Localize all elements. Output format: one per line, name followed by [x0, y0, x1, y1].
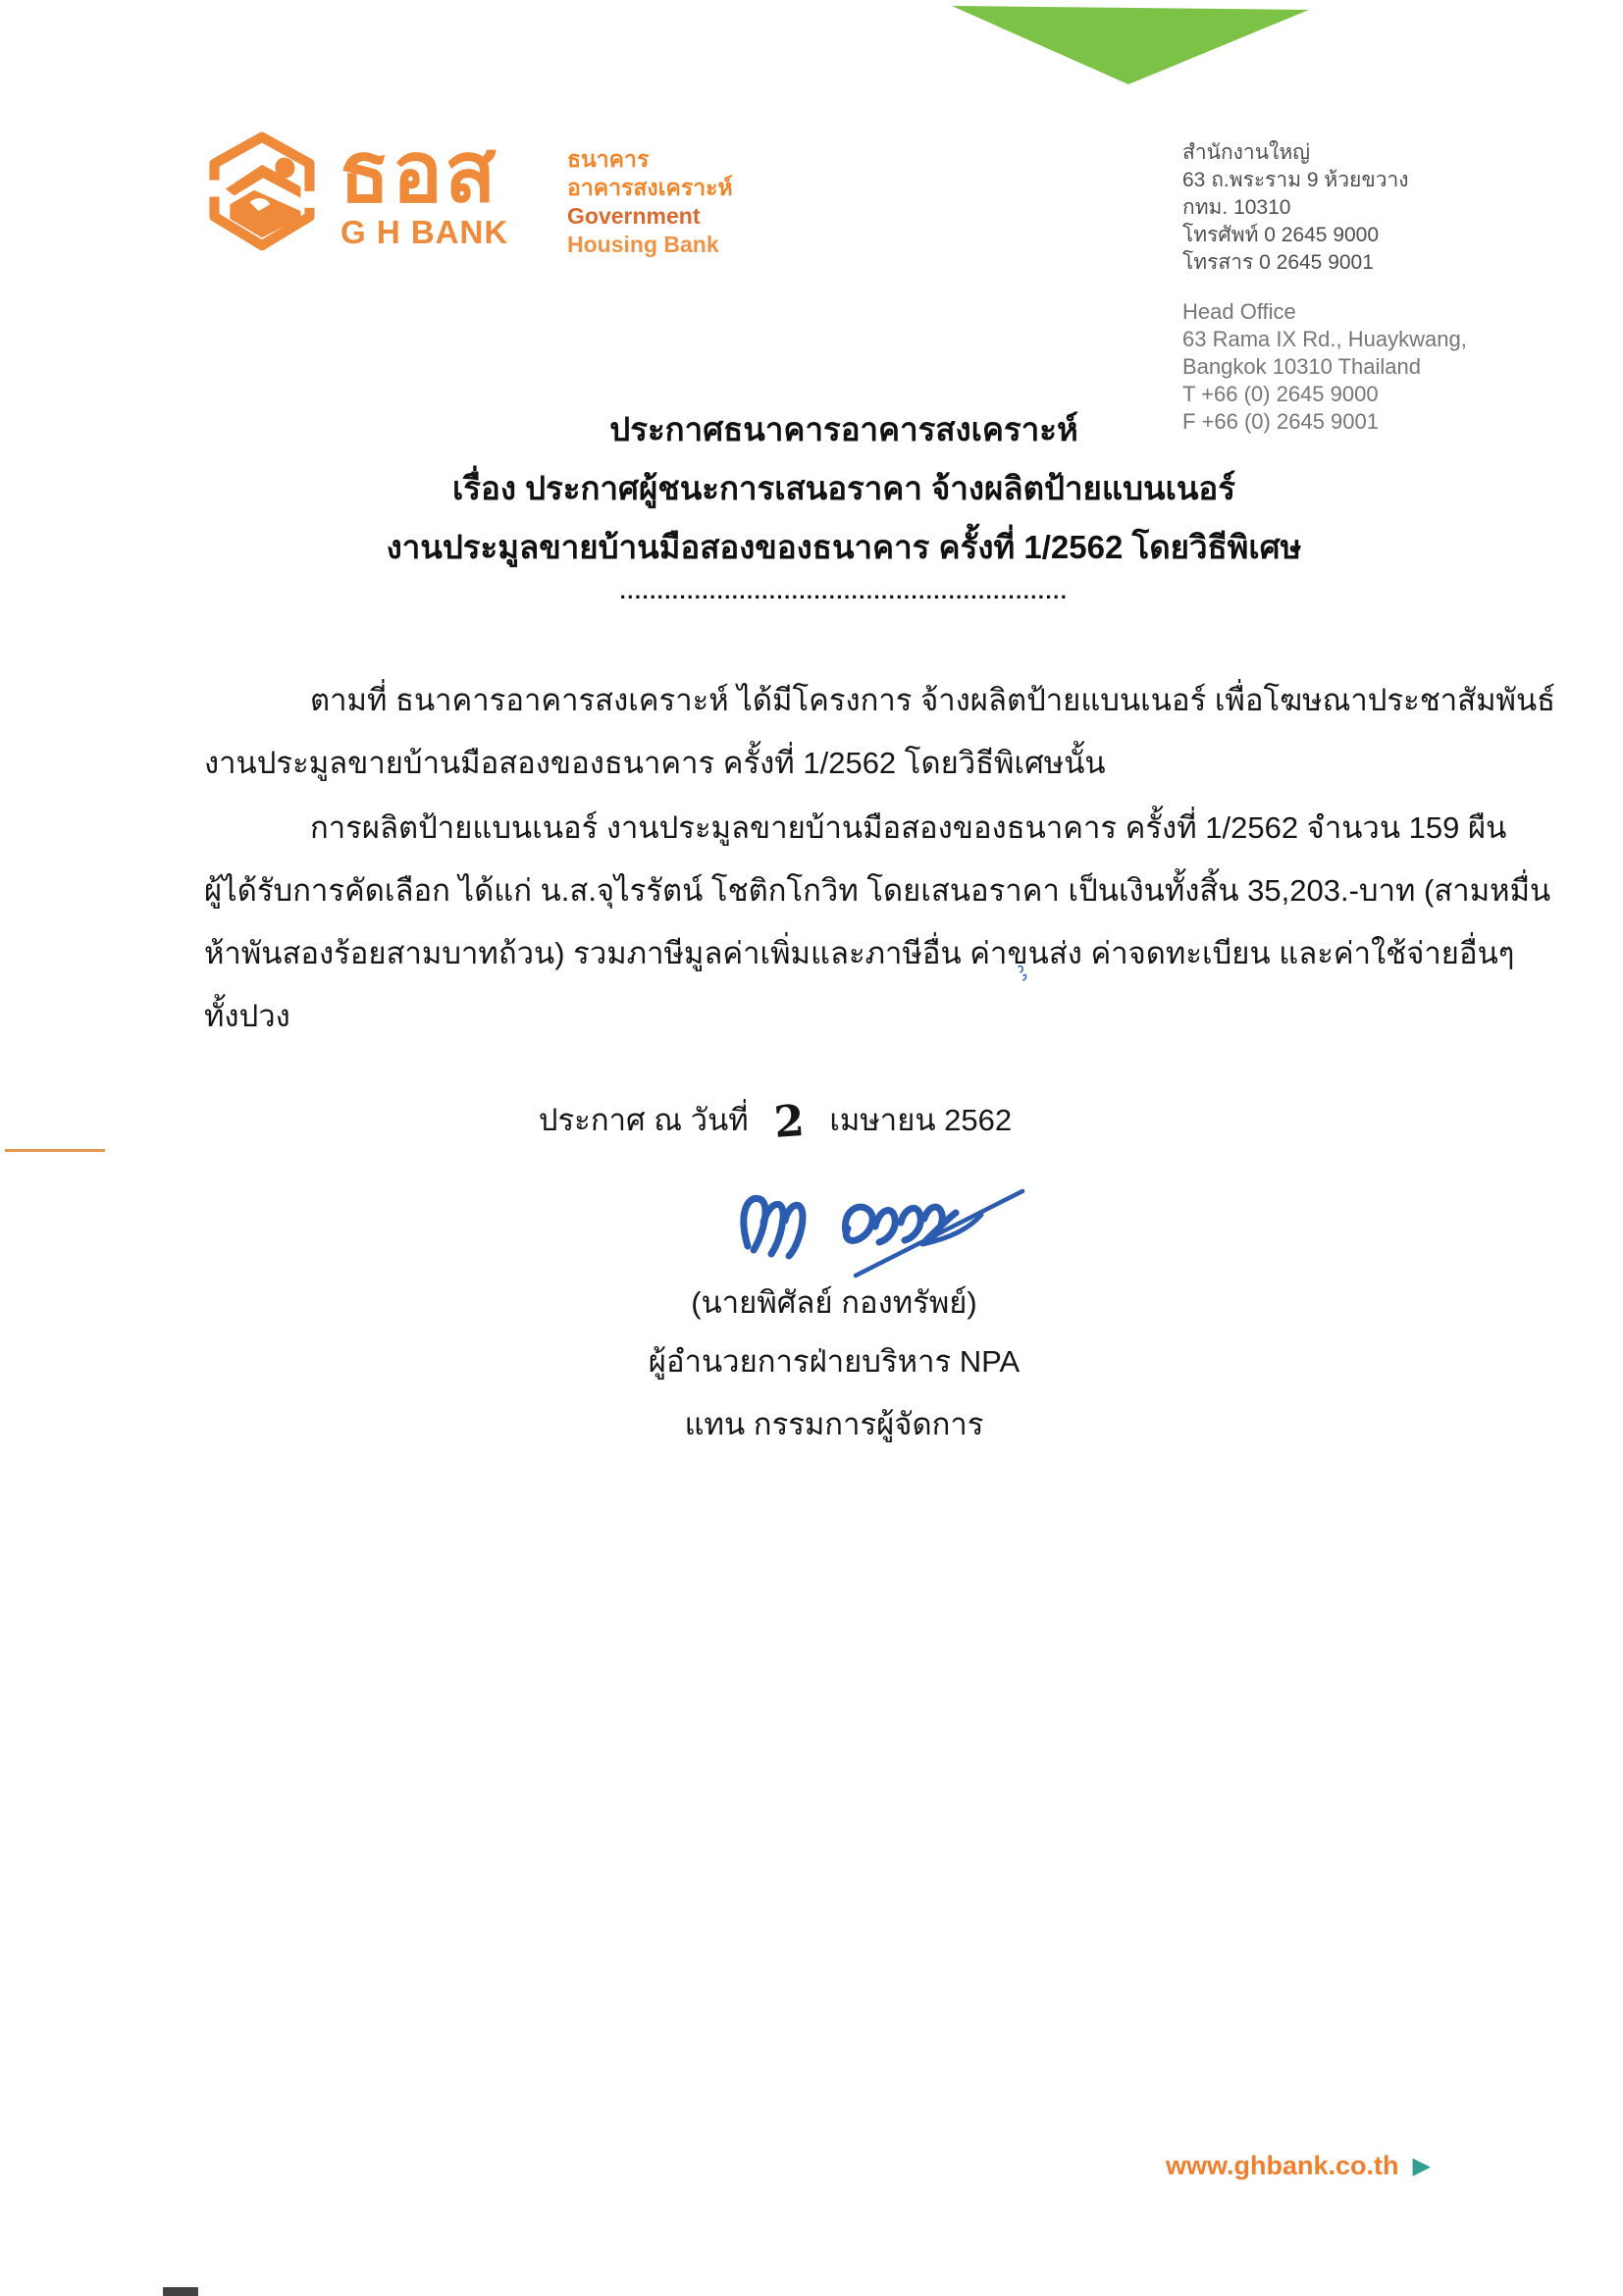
- head-office-th-street: 63 ถ.พระราม 9 ห้วยขวาง: [1182, 169, 1409, 191]
- paragraph2-line1: การผลิตป้ายแบนเนอร์ งานประมูลขายบ้านมือสองของธนาคาร ครั้งที่ 1/2562 จำนวน 159 ผืน: [310, 810, 1507, 845]
- tagline-th-line1: ธนาคาร: [567, 146, 650, 172]
- signatory-position: ผู้อำนวยการฝ่ายบริหาร NPA: [648, 1344, 1021, 1379]
- head-office-address-thai: [1182, 139, 1409, 277]
- date-suffix: เมษายน 2562: [829, 1103, 1013, 1137]
- paragraph1-line1: ตามที่ ธนาคารอาคารสงเคราะห์ ได้มีโครงการ จ้างผลิตป้ายแบนเนอร์ เพื่อโฆษณาประชาสัมพันธ์: [310, 683, 1556, 717]
- announcement-date-line: [206, 1095, 1344, 1147]
- ghbank-logo-icon: [201, 131, 323, 253]
- head-office-th-title: สำนักงานใหญ่: [1182, 141, 1311, 164]
- handwritten-day: 2: [771, 1095, 807, 1149]
- ink-smudge: [1015, 964, 1030, 983]
- tagline-en-line1: Government: [567, 203, 701, 229]
- head-office-th-phone: โทรศัพท์ 0 2645 9000: [1182, 224, 1380, 246]
- head-office-en-phone: T +66 (0) 2645 9000: [1182, 382, 1379, 406]
- paragraph2-line2: ผู้ได้รับการคัดเลือก ได้แก่ น.ส.จุไรรัตน์ โชติกโกวิท โดยเสนอราคา เป็นเงินทั้งสิ้น 35,203.-บาท (สามหมื่น: [204, 873, 1551, 908]
- green-swoosh-decoration: [944, 0, 1315, 90]
- announcement-title-line2: เรื่อง ประกาศผู้ชนะการเสนอราคา จ้างผลิตป้ายแบนเนอร์: [452, 470, 1235, 506]
- announcement-title-line3: งานประมูลขายบ้านมือสองของธนาคาร ครั้งที่ 1/2562 โดยวิธีพิเศษ: [386, 529, 1302, 565]
- logo-acronym: ธอส: [339, 126, 498, 220]
- signatory-on-behalf: แทน กรรมการผู้จัดการ: [684, 1407, 984, 1441]
- head-office-en-street: 63 Rama IX Rd., Huaykwang,: [1182, 327, 1467, 351]
- handwritten-signature: [728, 1175, 1042, 1285]
- paragraph1-line2: งานประมูลขายบ้านมือสองของธนาคาร ครั้งที่ 1/2562 โดยวิธีพิเศษนั้น: [204, 746, 1106, 780]
- brand-tagline: [567, 145, 733, 259]
- arrow-right-icon: ▶: [1412, 2152, 1431, 2179]
- date-prefix: ประกาศ ณ วันที่: [538, 1103, 749, 1137]
- orange-margin-dash: [5, 1149, 105, 1152]
- head-office-th-city: กทม. 10310: [1182, 196, 1291, 219]
- head-office-en-title: Head Office: [1182, 299, 1296, 324]
- scan-artifact-mark: [163, 2287, 198, 2296]
- paragraph2-line3: ห้าพันสองร้อยสามบาทถ้วน) รวมภาษีมูลค่าเพิ่มและภาษีอื่น ค่าขนส่ง ค่าจดทะเบียน และค่าใช้จ่ายอื่นๆ: [204, 936, 1515, 970]
- signatory-name: (นายพิศัลย์ กองทรัพย์): [691, 1285, 977, 1320]
- head-office-en-fax: F +66 (0) 2645 9001: [1182, 409, 1379, 434]
- paragraph2-line4: ทั้งปวง: [204, 999, 290, 1033]
- footer-website: [1166, 2151, 1431, 2181]
- dotted-divider: ............................................................: [619, 579, 1069, 603]
- announcement-title-line1: ประกาศธนาคารอาคารสงเคราะห์: [609, 411, 1078, 447]
- tagline-th-line2: อาคารสงเคราะห์: [567, 175, 733, 200]
- head-office-en-city: Bangkok 10310 Thailand: [1182, 354, 1422, 379]
- website-url: www.ghbank.co.th: [1166, 2151, 1399, 2180]
- head-office-th-fax: โทรสาร 0 2645 9001: [1182, 251, 1374, 274]
- tagline-en-line2: Housing Bank: [567, 232, 719, 257]
- logo-latin-name: G H BANK: [340, 214, 509, 250]
